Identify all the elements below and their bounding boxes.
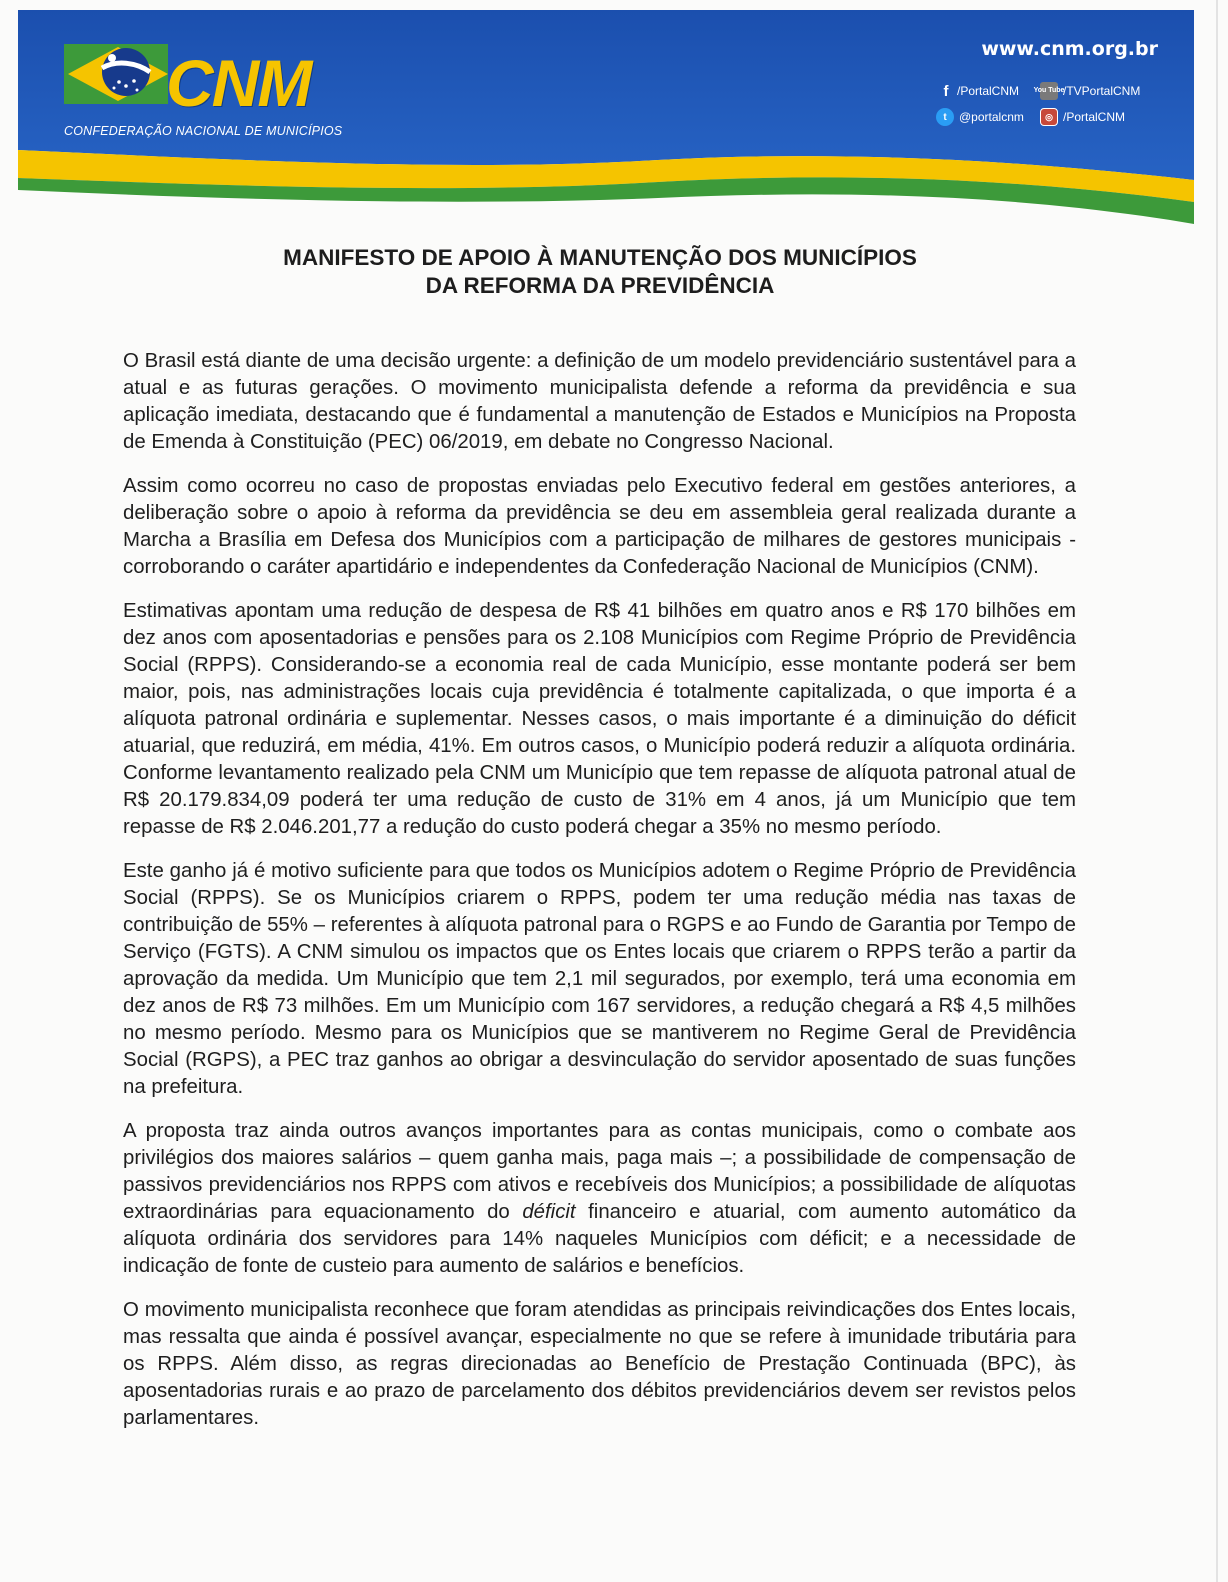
document-title <box>0 244 1200 300</box>
title-line-1: MANIFESTO DE APOIO À MANUTENÇÃO DOS MUNICÍPIOS <box>283 245 917 270</box>
page-edge-divider <box>1216 0 1218 1582</box>
paragraph-6: O movimento municipalista reconhece que foram atendidas as principais reivindicações dos Entes locais, mas ressalta que ainda é possível avançar, especialmente no que se refere à imunidade tributária para os RPPS. Além disso, as regras direcionadas ao Benefício de Prestação Continuada (BPC), às aposentadorias rurais e ao prazo de parcelamento dos débitos previdenciários devem ser revistos pelos parlamentares. <box>123 1299 1076 1429</box>
paragraph-5-end: financeiro e atuarial, com aumento automático da alíquota ordinária dos servidores para 14% naqueles Municípios com déficit; e a necessidade de indicação de fonte de custeio para aumento de salários e benefícios. <box>123 1201 1076 1277</box>
social-twitter[interactable] <box>936 108 1024 126</box>
social-label: /PortalCNM <box>957 84 1020 98</box>
cnm-logo <box>64 38 344 138</box>
social-youtube[interactable] <box>1033 82 1141 100</box>
social-instagram[interactable] <box>1040 108 1125 126</box>
logo-wordmark: CNM <box>166 46 311 120</box>
social-facebook[interactable] <box>940 82 1019 100</box>
brazil-flag-icon <box>64 38 174 110</box>
social-label: /TVPortalCNM <box>1063 84 1141 98</box>
facebook-icon: f <box>943 82 949 100</box>
website-link[interactable]: www.cnm.org.br <box>981 38 1158 60</box>
twitter-icon: t <box>936 108 954 126</box>
header-banner <box>18 10 1206 228</box>
paragraph-5-italic: déficit <box>522 1201 576 1223</box>
logo-subtitle: CONFEDERAÇÃO NACIONAL DE MUNICÍPIOS <box>64 124 343 138</box>
paragraph-5-start: A proposta traz ainda outros avanços importantes para as contas municipais, como o combate aos privilégios dos maiores salários – quem ganha mais, paga mais –; a possibilidade de compensação de passivos previdenciários nos RPPS com ativos e recebíveis dos Municípios; a possibilidade de alíquotas extraordinárias para equacionamento do <box>123 1120 1076 1223</box>
paragraph-3: Estimativas apontam uma redução de despesa de R$ 41 bilhões em quatro anos e R$ 170 bilhões em dez anos com aposentadorias e pensões para os 2.108 Municípios com Regime Próprio de Previdência Social (RPPS). Considerando-se a economia real de cada Município, esse montante poderá ser bem maior, pois, nas administrações locais cuja previdência é totalmente capitalizada, o que importa é a alíquota patronal ordinária e suplementar. Nesses casos, o mais importante é a diminuição do déficit atuarial, que reduzirá, em média, 41%. Em outros casos, o Município poderá reduzir a alíquota ordinária. Conforme levantamento realizado pela CNM um Município que tem repasse de alíquota patronal atual de R$ 20.179.834,09 poderá ter uma redução de custo de 31% em 4 anos, já um Município que tem repasse de R$ 2.046.201,77 a redução do custo poderá chegar a 35% no mesmo período. <box>123 600 1076 838</box>
paragraph-2: Assim como ocorreu no caso de propostas enviadas pelo Executivo federal em gestões anteriores, a deliberação sobre o apoio à reforma da previdência se deu em assembleia geral realizada durante a Marcha a Brasília em Defesa dos Municípios com a participação de milhares de gestores municipais - corroborando o caráter apartidário e independentes da Confederação Nacional de Municípios (CNM). <box>123 475 1076 578</box>
paragraph-5 <box>123 1118 1076 1280</box>
instagram-icon: ◎ <box>1040 108 1058 126</box>
social-label: /PortalCNM <box>1063 110 1126 124</box>
paragraph-4: Este ganho já é motivo suficiente para que todos os Municípios adotem o Regime Próprio de Previdência Social (RPPS). Se os Municípios criarem o RPPS, podem ter uma redução média nas taxas de contribuição de 55% – referentes à alíquota patronal para o RGPS e ao Fundo de Garantia por Tempo de Serviço (FGTS). A CNM simulou os impactos que os Entes locais que criarem o RPPS terão a partir da aprovação da medida. Um Município que tem 2,1 mil segurados, por exemplo, terá uma economia em dez anos de R$ 73 milhões. Em um Município com 167 servidores, a redução chegará a R$ 4,5 milhões no mesmo período. Mesmo para os Municípios que se mantiverem no Regime Geral de Previdência Social (RGPS), a PEC traz ganhos ao obrigar a desvinculação do servidor aposentado de suas funções na prefeitura. <box>123 860 1076 1098</box>
document-body <box>123 348 1076 1449</box>
social-label: @portalcnm <box>959 110 1024 124</box>
paragraph-1: O Brasil está diante de uma decisão urgente: a definição de um modelo previdenciário sustentável para a atual e as futuras gerações. O movimento municipalista defende a reforma da previdência e sua aplicação imediata, destacando que é fundamental a manutenção de Estados e Municípios na Proposta de Emenda à Constituição (PEC) 06/2019, em debate no Congresso Nacional. <box>123 350 1076 453</box>
title-line-2: DA REFORMA DA PREVIDÊNCIA <box>425 273 775 298</box>
youtube-icon: You Tube <box>1040 82 1058 100</box>
